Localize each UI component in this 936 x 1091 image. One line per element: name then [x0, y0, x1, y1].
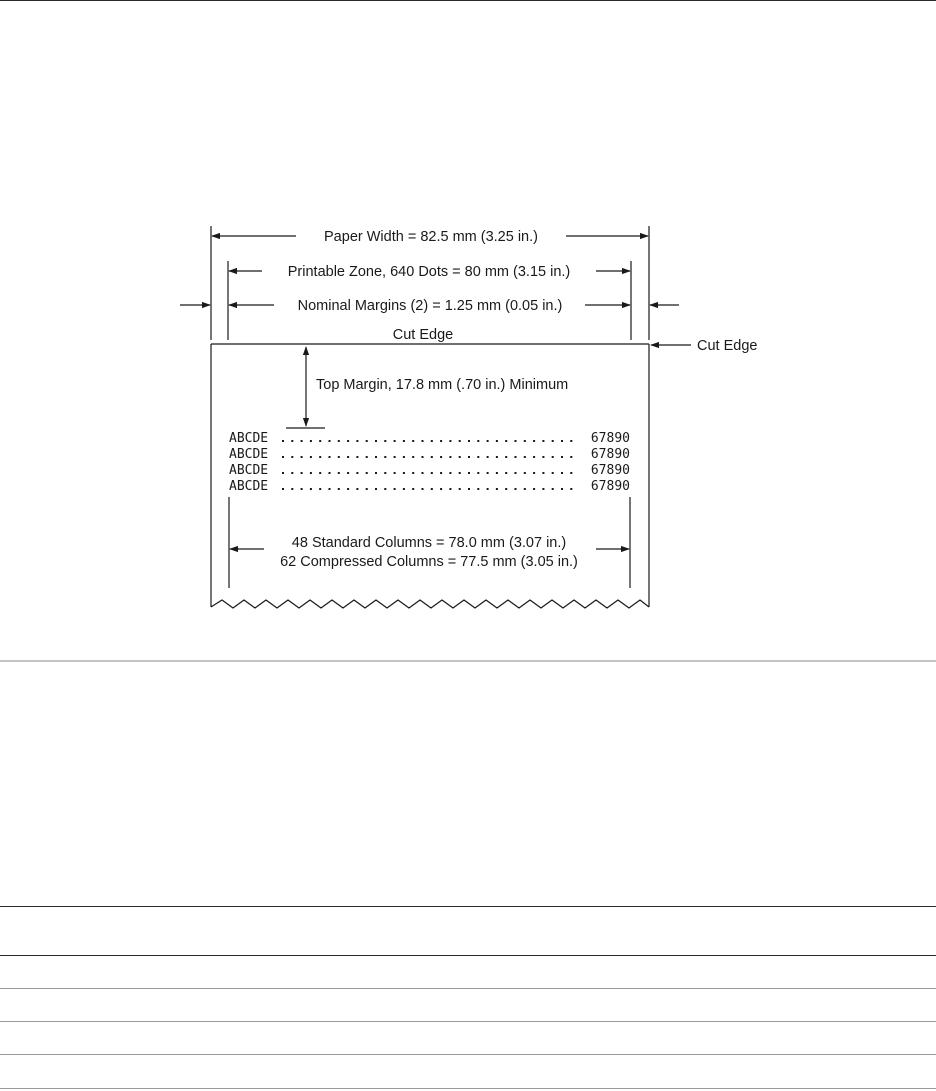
sample-line-left: ABCDE — [229, 479, 269, 494]
nominal-margins-label: Nominal Margins (2) = 1.25 mm (0.05 in.) — [297, 298, 563, 314]
sample-line-left: ABCDE — [229, 447, 269, 462]
sample-line-left: ABCDE — [229, 431, 269, 446]
cut-edge-top-label: Cut Edge — [392, 327, 454, 343]
table-row-border — [0, 1088, 936, 1089]
sample-print-block — [229, 431, 630, 494]
paper-width-label: Paper Width = 82.5 mm (3.25 in.) — [324, 229, 538, 245]
table-row-border — [0, 1021, 936, 1022]
section-divider — [0, 660, 936, 662]
standard-columns-label: 48 Standard Columns = 78.0 mm (3.07 in.) — [291, 535, 567, 551]
table-row-border — [0, 1054, 936, 1055]
table-top-border — [0, 906, 936, 907]
printable-zone-label: Printable Zone, 640 Dots = 80 mm (3.15 in.) — [287, 264, 571, 280]
table-header-border — [0, 955, 936, 956]
sample-line-left: ABCDE — [229, 463, 269, 478]
table-row-border — [0, 988, 936, 989]
sample-line-right: 67890 — [590, 479, 630, 494]
paper-torn-edge — [211, 600, 649, 608]
sample-line-right: 67890 — [590, 431, 630, 446]
top-margin-label: Top Margin, 17.8 mm (.70 in.) Minimum — [316, 377, 569, 393]
compressed-columns-label: 62 Compressed Columns = 77.5 mm (3.05 in.) — [280, 554, 578, 570]
sample-line-right: 67890 — [590, 447, 630, 462]
sample-line-right: 67890 — [590, 463, 630, 478]
cut-edge-side-label: Cut Edge — [697, 338, 758, 354]
